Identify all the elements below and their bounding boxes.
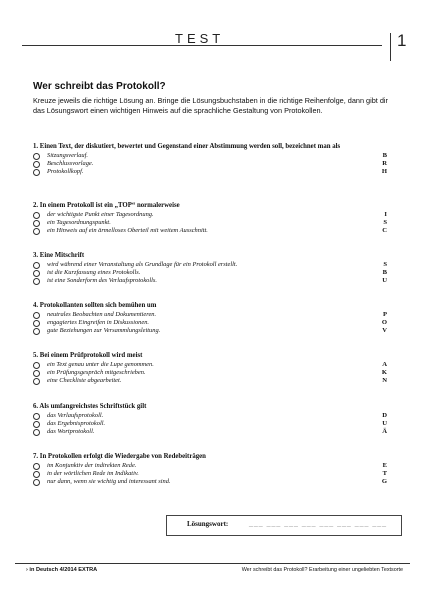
question-text: 5. Bei einem Prüfprotokoll wird meist xyxy=(33,352,143,359)
radio-circle-icon[interactable] xyxy=(33,479,40,486)
question-7 xyxy=(33,453,387,486)
radio-circle-icon[interactable] xyxy=(33,161,40,168)
footer-topic: Wer schreibt das Protokoll? Erarbeitung einer ungeliebten Textsorte xyxy=(241,567,403,573)
answer-option[interactable]: ist eine Sonderform des Verlaufsprotokolls. U xyxy=(33,277,387,285)
header-divider xyxy=(390,33,391,61)
footer-publication: › in Deutsch 4/2014 EXTRA xyxy=(26,567,98,573)
radio-circle-icon[interactable] xyxy=(33,262,40,269)
header-title: TEST xyxy=(175,31,225,46)
answer-option[interactable]: neutrales Beobachten und Dokumentieren. P xyxy=(33,311,387,319)
answer-option[interactable]: in der wörtlichen Rede im Indikativ. T xyxy=(33,470,387,478)
answer-option[interactable]: nur dann, wenn sie wichtig und interessant sind. G xyxy=(33,478,387,486)
radio-circle-icon[interactable] xyxy=(33,362,40,369)
radio-circle-icon[interactable] xyxy=(33,312,40,319)
question-text: 2. In einem Protokoll ist ein „TOP“ normalerweise xyxy=(33,202,180,209)
question-text: 6. Als umfangreichstes Schriftstück gilt xyxy=(33,403,147,410)
radio-circle-icon[interactable] xyxy=(33,429,40,436)
answer-option[interactable]: Protokollkopf. H xyxy=(33,168,387,176)
radio-circle-icon[interactable] xyxy=(33,328,40,335)
answer-option[interactable]: ist die Kurzfassung eines Protokolls. B xyxy=(33,269,387,277)
question-text: 1. Einen Text, der diskutiert, bewertet und Gegenstand einer Abstimmung werden soll, bezeichnet man als xyxy=(33,143,341,150)
radio-circle-icon[interactable] xyxy=(33,471,40,478)
radio-circle-icon[interactable] xyxy=(33,378,40,385)
answer-option[interactable]: ein Tagesordnungspunkt. S xyxy=(33,219,387,227)
radio-circle-icon[interactable] xyxy=(33,320,40,327)
question-text: 4. Protokollanten sollten sich bemühen um xyxy=(33,302,157,309)
answer-option[interactable]: im Konjunktiv der indirekten Rede. E xyxy=(33,462,387,470)
answer-option[interactable]: ein Prüfungsgespräch mitgeschrieben. K xyxy=(33,369,387,377)
radio-circle-icon[interactable] xyxy=(33,413,40,420)
answer-option[interactable]: engagiertes Eingreifen in Diskussionen. O xyxy=(33,319,387,327)
radio-circle-icon[interactable] xyxy=(33,153,40,160)
question-text: 3. Eine Mitschrift xyxy=(33,252,85,259)
answer-option[interactable]: Beschlussvorlage. R xyxy=(33,160,387,168)
question-text: 7. In Protokollen erfolgt die Wiedergabe von Redebeiträgen xyxy=(33,453,206,460)
question-6 xyxy=(33,403,387,436)
page-number: 1 xyxy=(397,31,407,50)
radio-circle-icon[interactable] xyxy=(33,278,40,285)
answer-option[interactable]: wird während einer Veranstaltung als Grundlage für ein Protokoll erstellt. S xyxy=(33,261,387,269)
instructions: Kreuze jeweils die richtige Lösung an. Bringe die Lösungsbuchstaben in die richtige Reihenfolge, dann gibt dir das Lösungswort einen wichtigen Hinweis auf die sprachliche Gestaltung von Protokollen. xyxy=(33,96,388,116)
radio-circle-icon[interactable] xyxy=(33,421,40,428)
answer-option[interactable]: das Ergebnisprotokoll. U xyxy=(33,420,387,428)
radio-circle-icon[interactable] xyxy=(33,220,40,227)
answer-option[interactable]: ein Text genau unter die Lupe genommen. A xyxy=(33,361,387,369)
answer-option[interactable]: das Wortprotokoll. Ä xyxy=(33,428,387,436)
answer-option[interactable]: eine Checkliste abgearbeitet. N xyxy=(33,377,387,385)
worksheet-title: Wer schreibt das Protokoll? xyxy=(33,81,166,92)
question-5 xyxy=(33,352,387,385)
question-2 xyxy=(33,202,387,235)
question-1 xyxy=(33,143,387,176)
solution-word-box[interactable] xyxy=(166,515,402,536)
radio-circle-icon[interactable] xyxy=(33,169,40,176)
answer-option[interactable]: das Verlaufsprotokoll. D xyxy=(33,412,387,420)
radio-circle-icon[interactable] xyxy=(33,370,40,377)
answer-option[interactable]: der wichtigste Punkt einer Tagesordnung. I xyxy=(33,211,387,219)
answer-option[interactable]: gute Beziehungen zur Versammlungsleitung. V xyxy=(33,327,387,335)
question-4 xyxy=(33,302,387,335)
radio-circle-icon[interactable] xyxy=(33,270,40,277)
answer-option[interactable]: ein Hinweis auf ein ärmelloses Oberteil mit weitem Ausschnitt. C xyxy=(33,227,387,235)
answer-option[interactable]: Sitzungsverlauf. B xyxy=(33,152,387,160)
radio-circle-icon[interactable] xyxy=(33,463,40,470)
footer-rule xyxy=(15,563,410,564)
solution-blanks[interactable]: ___ ___ ___ ___ ___ ___ ___ ___ xyxy=(249,520,388,527)
question-3 xyxy=(33,252,387,285)
solution-label: Lösungswort: xyxy=(187,520,229,528)
radio-circle-icon[interactable] xyxy=(33,212,40,219)
radio-circle-icon[interactable] xyxy=(33,228,40,235)
